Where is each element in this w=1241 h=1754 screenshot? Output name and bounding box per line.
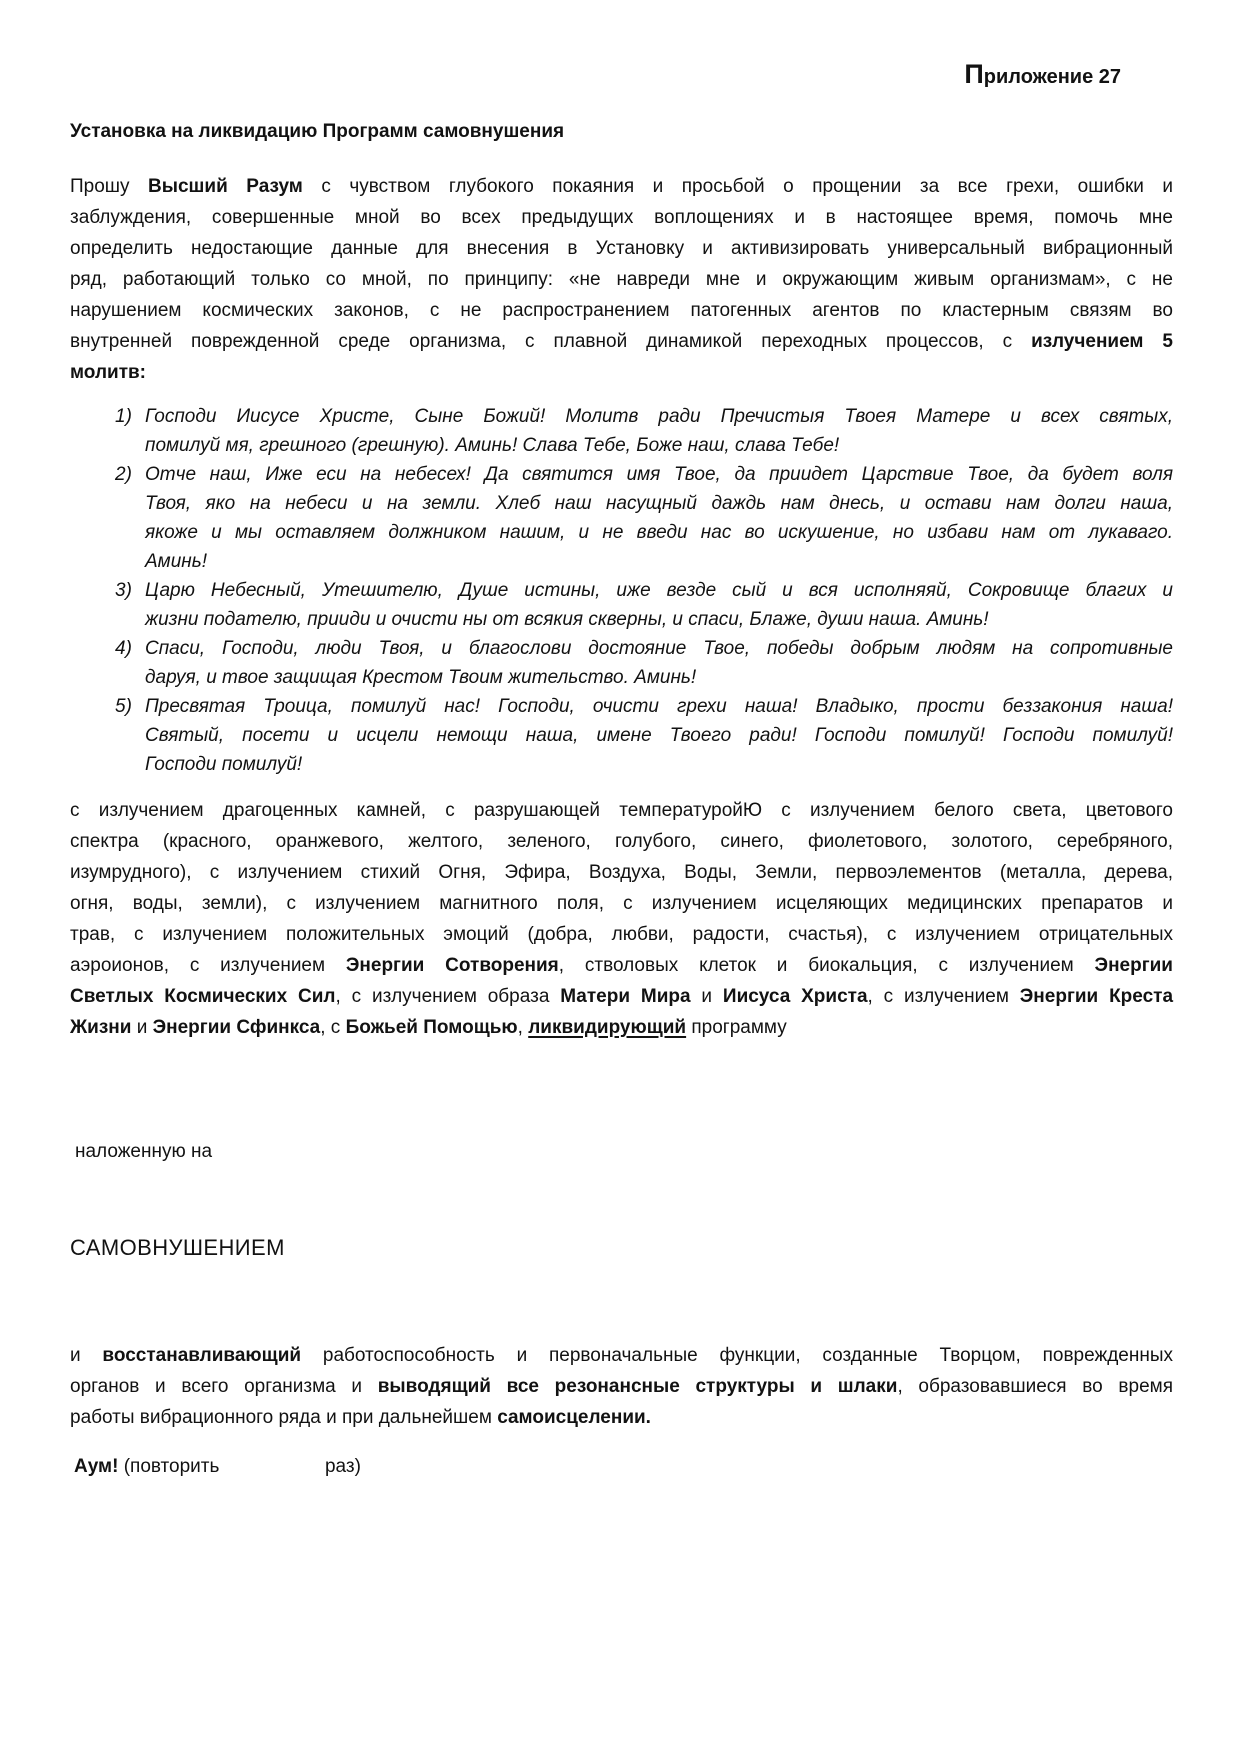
text-line [70,171,1173,202]
text-line [145,692,1173,721]
bold-term: Жизни [70,1017,132,1038]
repeat-suffix-text: раз) [324,1456,361,1477]
text-line [145,634,1173,663]
text-run: огня, воды, земли), с излучением магнитного поля, с излучением исцеляющих медицинских препаратов и [70,893,1173,914]
text-run: якоже и мы оставляем должником нашим, и не введи нас во искушение, но избави нам от лукаваго. [145,522,1173,543]
text-run: с излучением драгоценных камней, с разрушающей температуройЮ с излучением белого света, цветового [70,800,1173,821]
bold-term: Энергии Креста [1019,986,1174,1007]
prayer-item [70,460,1173,576]
prayer-number: 2) [115,464,132,485]
text-line [70,1402,1173,1433]
repeat-prefix-text: (повторить [123,1456,220,1477]
prayer-item [70,576,1173,634]
text-run: Отче наш, Иже еси на небесех! Да святится имя Твое, да приидет Царствие Твое, да будет воля [145,464,1173,485]
text-run: помилуй мя, грешного (грешную). Аминь! Слава Тебе, Боже наш, слава Тебе! [145,435,840,456]
text-run: , образовавшиеся во время [897,1376,1173,1397]
bold-term: выводящий все резонансные структуры и шлаки [377,1376,898,1397]
text-line [145,402,1173,431]
text-line [145,489,1173,518]
text-run: органов и всего организма и [70,1376,378,1397]
text-run: изумрудного), с излучением стихий Огня, Эфира, Воздуха, Воды, Земли, первоэлементов (металла, дерева, [70,862,1173,883]
aum-line [70,1451,1173,1482]
text-line [70,202,1173,233]
text-run: Господи Иисусе Христе, Сыне Божий! Молитв ради Пречистыя Твоея Матере и всех святых, [145,406,1173,427]
text-run: внутренней поврежденной среде организма, с плавной динамикой переходных процессов, с [70,331,1032,352]
bold-term: восстанавливающий [102,1345,302,1366]
aum-word: Аум! [74,1456,119,1477]
self-suggestion-target: САМОВНУШЕНИЕМ [70,1235,285,1260]
text-line [70,1340,1173,1371]
text-line [145,431,1173,460]
text-run: и [690,986,723,1007]
text-run: Аминь! [145,551,207,572]
text-line [145,576,1173,605]
prayer-item [70,692,1173,779]
restore-paragraph [70,1340,1173,1433]
text-run: заблуждения, совершенные мной во всех предыдущих воплощениях и в настоящее время, помочь мне [70,207,1173,228]
prayer-number: 4) [115,638,132,659]
text-run: , с излучением [867,986,1020,1007]
text-run: , с излучением образа [335,986,561,1007]
overlay-clause: наложенную на [75,1141,213,1162]
bold-term: Светлых Космических Сил [70,986,336,1007]
text-line [70,857,1173,888]
text-line [145,460,1173,489]
text-line [70,357,1173,388]
underlined-term: ликвидирующий [528,1017,687,1038]
text-line [145,605,1173,634]
text-run: Царю Небесный, Утешителю, Душе истины, иже везде сый и вся исполняяй, Сокровище благих и [145,580,1173,601]
text-line [70,981,1173,1012]
bold-term: самоисцелении. [497,1407,651,1428]
text-run: нарушением космических законов, с не распространением патогенных агентов по кластерным связям во [70,300,1173,321]
text-run: и [70,1345,103,1366]
text-run: определить недостающие данные для внесения в Установку и активизировать универсальный вибрационный [70,238,1173,259]
text-line [70,295,1173,326]
prayer-list [70,402,1173,779]
text-line [70,826,1173,857]
text-run: Господи помилуй! [145,754,303,775]
text-run: жизни подателю, прииди и очисти ны от всякия скверны, и спаси, Блаже, души наша. Аминь! [145,609,989,630]
text-run: Пресвятая Троица, помилуй нас! Господи, очисти грехи наша! Владыко, прости беззакония наша! [145,696,1173,717]
text-line [70,233,1173,264]
text-run: , стволовых клеток и биокальция, с излучением [558,955,1095,976]
text-line [70,888,1173,919]
text-line [145,663,1173,692]
bold-term: Высший Разум [148,176,303,197]
text-run: Святый, посети и исцели немощи наша, имене Твоего ради! Господи помилуй! Господи помилуй! [145,725,1173,746]
radiation-paragraph [70,795,1173,1043]
bold-term: молитв: [70,362,146,383]
text-line [145,518,1173,547]
prayer-item [70,402,1173,460]
text-line [145,750,1173,779]
bold-term: Энергии Сотворения [345,955,559,976]
text-line [70,326,1173,357]
bold-term: излучением 5 [1031,331,1173,352]
prayer-item [70,634,1173,692]
text-run: даруя, и твое защищая Крестом Твоим жительство. Аминь! [145,667,697,688]
bold-term: Иисуса Христа [722,986,868,1007]
text-run: Спаси, Господи, люди Твоя, и благослови достояние Твое, победы добрым людям на сопротивные [145,638,1173,659]
text-run: Твоя, яко на небеси и на земли. Хлеб наш насущный даждь нам днесь, и остави нам долги наша, [145,493,1173,514]
text-line [70,1012,1173,1043]
text-run: работоспособность и первоначальные функции, созданные Творцом, поврежденных [301,1345,1173,1366]
text-line [70,950,1173,981]
text-run: с чувством глубокого покаяния и просьбой о прощении за все грехи, ошибки и [302,176,1174,197]
text-run: , с [320,1017,346,1038]
text-line [70,795,1173,826]
text-run: аэроионов, с излучением [70,955,346,976]
text-line [145,721,1173,750]
text-run: трав, с излучением положительных эмоций (добра, любви, радости, счастья), с излучением отрицательных [70,924,1173,945]
text-run: Прошу [70,176,149,197]
bold-term: Матери Мира [560,986,691,1007]
prayer-number: 1) [115,406,132,427]
intro-paragraph [70,171,1173,388]
text-run: ряд, работающий только со мной, по принципу: «не навреди мне и окружающим живым организмам», с не [70,269,1173,290]
text-run: программу [686,1017,787,1038]
appendix-label: Приложение 27 [964,59,1121,89]
text-run: и [131,1017,153,1038]
bold-term: Энергии [1094,955,1173,976]
text-run: спектра (красного, оранжевого, желтого, зеленого, голубого, синего, фиолетового, золотого, серебряного, [70,831,1173,852]
text-line [145,547,1173,576]
prayer-number: 5) [115,696,132,717]
text-run: , [517,1017,529,1038]
bold-term: Божьей Помощью [345,1017,518,1038]
text-run: работы вибрационного ряда и при дальнейшем [70,1407,498,1428]
text-line [70,264,1173,295]
document-title: Установка на ликвидацию Программ самовнушения [70,121,565,142]
prayer-number: 3) [115,580,132,601]
bold-term: Энергии Сфинкса [152,1017,321,1038]
text-line [70,919,1173,950]
text-line [70,1371,1173,1402]
